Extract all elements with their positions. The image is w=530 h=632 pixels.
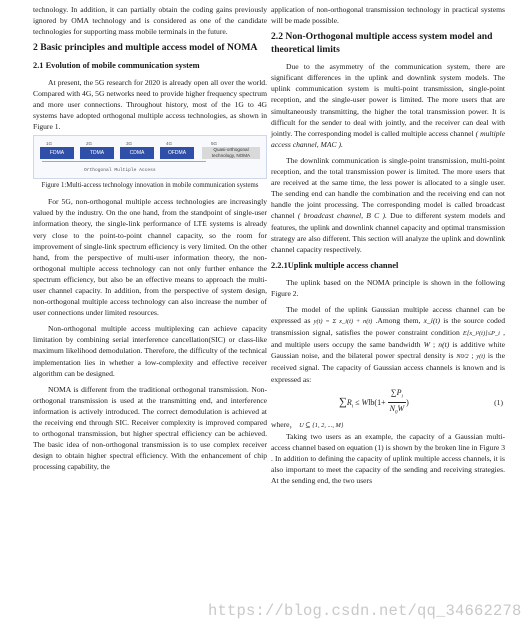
right-column (271, 4, 505, 486)
equation-1 (271, 385, 505, 419)
paragraph: The uplink based on the NOMA principle is shown in the following Figure 2. (271, 277, 505, 298)
figure-tag: 2G (86, 141, 93, 147)
text-span: .Among them, (375, 316, 421, 326)
figure-box: Quasi-orthogonal technology, NOMA (202, 147, 260, 159)
inline-math: U ⊆ {1, 2, ..., M} (299, 421, 344, 429)
paragraph (271, 61, 505, 150)
text-span: Due to the asymmetry of the communication system, there are significant differences in the uplink and downlink system models. The uplink communication system is multi-point transmission, single-point reception, and the single-user power is limited. The more users that are simultaneously transmitting, the higher the total transmission power. It is difficult for the sender to deal with jointly, and the receiver can deal with jointly. The corresponding model is called multiple access channel (271, 62, 505, 138)
text-span: , and multiple users occupy the same bandwidth (271, 328, 506, 350)
figure-bottom-label: Orthogonal Multiple Access (84, 168, 156, 174)
paragraph (271, 304, 505, 385)
text-span: where， (271, 419, 298, 429)
equation-number: (1) (494, 397, 503, 407)
paragraph: At present, the 5G research for 2020 is already open all over the world. Compared with 4G, 5G networks need to provide higher frequency spectrum and more user connections. Throughout history, most of the 1G to 4G systems have adopted orthogonal multiple access technologies, as shown in Figure 1. (33, 77, 267, 132)
subsection-heading: 2.2.1Uplink multiple access channel (271, 260, 399, 270)
figure-1 (33, 135, 267, 179)
inline-math: N0/2 (456, 353, 469, 361)
paragraph: For 5G, non-orthogonal multiple access technologies are increasingly valued by the industry. On the one hand, from the standpoint of single-user information theory, the single-link performance of LTE systems is already very close to the point-to-point channel capacity, so the room for improvement of single-link spectrum efficiency is very limited. On the other hand, from the perspective of multi-user information theory, the non-orthogonal multiple access technology can not only further enhance the spectrum efficiency, but also be an effective means to approach the multi-user channel capacity. In addition, from the perspective of system design, non-orthogonal multiple access technology can also increase the number of user connections under limited resources. (33, 197, 267, 318)
text-span: The model of the uplink Gaussian multiple access channel can be expressed as (271, 304, 505, 326)
watermark-url: https://blog.csdn.net/qq_34662278 (208, 602, 522, 620)
figure-tag: 4G (166, 141, 173, 147)
figure-bracket-line (42, 161, 206, 162)
figure-tag: 5G (211, 141, 218, 147)
figure-tag: 3G (126, 141, 133, 147)
paragraph (271, 155, 505, 255)
figure-box: CDMA (120, 147, 154, 159)
inline-math: n(t) (438, 340, 450, 350)
inline-math: y(t) (476, 353, 486, 361)
inline-math: E[x_i²(t)]≤P_i (462, 330, 500, 338)
figure-caption: Figure 1:Multi-access technology innovation in mobile communication systems (41, 182, 259, 190)
left-column (33, 4, 267, 473)
text-span: ; (433, 340, 436, 350)
text-span: is the source coded transmission signal, satisfies the power constraint condition (271, 316, 505, 338)
text-span: is additive white Gaussian noise, and the bilateral power spectral density is (271, 340, 506, 361)
text-span: The downlink communication is single-point transmission, multi-point reception, and the total transmission power is limited. The more users that are received at the same time, the less power is allocated to a single user. The sending end can handle the combination and the receiving end can not handle the joint processing. The corresponding model is called broadcast channel (271, 155, 505, 221)
figure-box: FDMA (40, 147, 74, 159)
paragraph: application of non-orthogonal transmission technology in practical systems will be made possible. (271, 5, 505, 26)
text-span: is the received signal. The capacity of Gaussian access channels is known and is expressed as: (271, 351, 505, 384)
equation-body: $\sum R_i \le Wlb(1+$ $\frac{\sum P_i}{N_0W}$ ) (339, 387, 409, 416)
paragraph: Taking two users as an example, the capacity of a Gaussian multi-access channel based on equation (1) is shown by the broken line in Figure 3 . In addition to defining the capacity of uplink multiple access channels, it is also important to meet the capacity of the sending and receiving strategies. At the sending end, the two users (271, 431, 505, 486)
figure-tag: 1G (46, 141, 53, 147)
paragraph: Non-orthogonal multiple access multiplexing can achieve capacity limitation by combining serial interference cancellation(SIC) or class-like maximum likelihood demodulation. Therefore, the difficulty of the technical implementation lies in whether a low-complexity and effective receiver algorithm can be designed. (33, 324, 267, 378)
inline-math: ( multiple access channel, MAC ). (271, 128, 505, 149)
section-heading: 2 Basic principles and multiple access model of NOMA (33, 42, 258, 54)
figure-box: TDMA (80, 147, 114, 159)
text-span: ; (471, 351, 474, 361)
paragraph (271, 419, 505, 431)
section-heading: 2.2 Non-Orthogonal multiple access system model and theoretical limits (271, 31, 493, 55)
inline-math: x_i(t) (423, 316, 441, 326)
paragraph: technology. In addition, it can partially obtain the coding gains previously ignored by OMA technology and is considered as one of the candidate technologies for supporting mass mobile terminals in the future. (33, 5, 267, 37)
figure-box: OFDMA (160, 147, 194, 159)
inline-math: y(t) = Σ x_i(t) + n(t) (313, 318, 373, 326)
inline-math: W (423, 340, 430, 350)
text-span: Due to different system models and features, the uplink and downlink channel capacity and optimal transmission strategy are also different. This section will analyze the uplink and downlink channel capacity respectively. (271, 211, 505, 254)
subsection-heading: 2.1 Evolution of mobile communication system (33, 60, 200, 70)
paragraph: NOMA is different from the traditional orthogonal transmission. Non-orthogonal transmission is used at the transmitting end, and interference information is actively introduced. The correct demodulation is achieved at the receiving end through SIC. Receiver complexity is improved compared to orthogonal transmission, but higher spectral efficiency can be achieved. The basic idea of non-orthogonal transmission is to use complex receiver design to obtain higher spectral efficiency. With the enhancement of chip processing capability, the (33, 384, 267, 472)
inline-math: ( broadcast channel, B C ). (297, 211, 387, 221)
